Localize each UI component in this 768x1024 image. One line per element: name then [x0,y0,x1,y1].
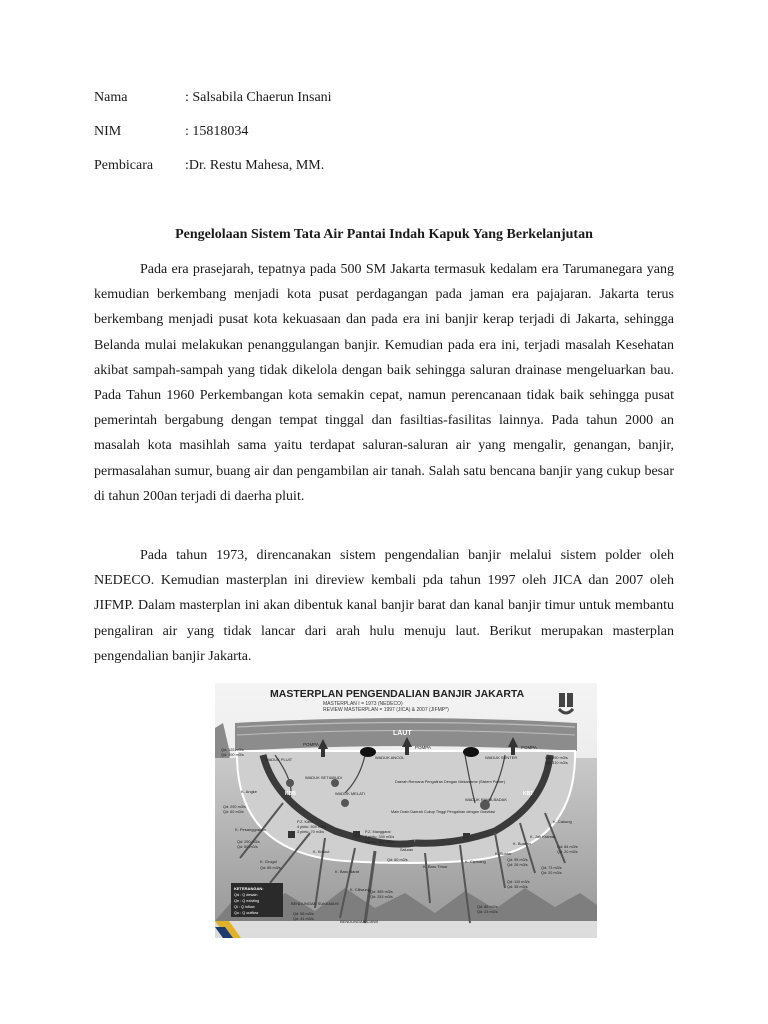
gravity-note: Main Drain Daerah Cukup Tinggi Pengaliran dengan Gravitasi [391,810,496,814]
figure-title: MASTERPLAN PENGENDALIAN BANJIR JAKARTA [270,688,525,700]
reservoir-label: WADUK SETIABUDI [305,775,342,780]
river-label: K. Pesanggrahan [235,827,266,832]
gate-label: P.Z. Manggarai [365,830,391,834]
reservoir-label: WADUK MELATI [335,791,366,796]
gate-label: P.Z. Karet [297,820,314,824]
discharge-label: Qd: 365 m3/s [370,890,393,894]
masterplan-figure [215,683,597,938]
reservoir-label: WADUK RAWA BADAK [465,797,508,802]
discharge-label: Qd: 290 m3/s [223,805,246,809]
kbb-label: KBB [285,791,296,797]
discharge-label: Qd: 290 m3/s [237,840,260,844]
discharge-label: Qd: 85 m3/s [477,905,498,909]
discharge-label: Qd: 84 m3/s [557,845,578,849]
discharge-label: Qd: 310 m3/s [545,761,568,765]
river-label: K. Grogol [260,859,277,864]
discharge-label: Qd: 60 m3/s [237,845,258,849]
river-label: K. Jati Kramat [530,834,556,839]
discharge-label: Qd: 60 m3/s [223,810,244,814]
discharge-label: Qd: 73 m3/s [541,866,562,870]
gate-icon [463,833,470,840]
gate-icon [288,831,295,838]
gate-label: Saluran [400,848,414,852]
legend-item: Qo : Q outflow [234,911,259,915]
kbt-label: KBT [523,791,534,797]
speaker-value: :Dr. Restu Mahesa, MM. [185,158,325,173]
discharge-label: Qd: 390 m3/s [545,756,568,760]
legend-item: Qd : Q desain [234,893,258,897]
pump-label: POMPA [521,745,537,750]
gate-label: 3 pintu: 70 m3/s [297,830,325,834]
dam-label: BENDUNGAN SUKAMAHI [291,901,339,906]
reservoir-label: WADUK SUNTER [485,755,518,760]
discharge-label: Qd: 41 m3/s [293,917,314,921]
legend-title: KETERANGAN: [234,886,264,891]
nim-value: : 15818034 [185,124,249,139]
river-label: K. Cipinang [465,859,486,864]
river-label: K. Krukut [313,849,330,854]
river-label: K. Angke [241,789,258,794]
discharge-label: Qd: 253 m3/s [370,895,393,899]
river-label: K. Buaran [513,841,531,846]
name-label: Nama [94,90,128,105]
river-label: K. Cakung [553,819,572,824]
discharge-label: Qd: 60 m3/s [387,858,408,862]
river-label: K. Ciliwung [350,887,371,892]
river-label: K. Sunter [495,851,512,856]
polder-note: Daerah Rencana Pengaliran Dengan Mekanisme (Sistem Polder) [395,780,505,784]
pump-label: POMPA [303,742,319,747]
discharge-label: Qd: 20 m3/s [541,871,562,875]
sea-label: LAUT [393,730,412,737]
discharge-label: Qd: 56 m3/s [293,912,314,916]
discharge-label: Qd: 20 m3/s [557,850,578,854]
discharge-label: Qd: 23 m3/s [477,910,498,914]
document-title: Pengelolaan Sistem Tata Air Pantai Indah Kapuk Yang Berkelanjutan [175,227,593,242]
discharge-label: Qd: 95 m3/s [507,858,528,862]
discharge-label: Qd: 100 m3/s [221,753,244,757]
discharge-label: Qd: 26 m3/s [507,863,528,867]
paragraph-1: Pada era prasejarah, tepatnya pada 500 SM Jakarta termasuk kedalam era Tarumanegara yang kemudian berkembang menjadi kota pusat perdagangan pada jaman era pajajaran. Jakarta terus berkembang menjadi pusat kota kekuasaan dan pada era ini banjir kerap terjadi di Jakarta, sehingga Belanda mulai melakukan penanggulangan banjir. Kemudian pada era ini, terjadi masalah Kesehatan akibat sampah-sampah yang tidak dikelola dengan baik sehingga saluran drainase mengeluarkan bau. Pada Tahun 1960 Perkembangan kota semakin cepat, namun perencanaan tidak baik sehingga pusat pemerintah bergabung dengan tempat tinggal dan fasiltias-fasilitas lainnya. Pada tahun 2000 an masalah kota masihlah sama yaitu terdapat saluran-saluran air yang mengalir, genangan, banjir, permasalahan sumur, buang air dan pengambilan air tanah. Salah satu bencana banjir yang cukup besar di tahun 200an terjadi di daerha pluit. [94,262,674,504]
discharge-label: Qd: 35 m3/s [507,885,528,889]
reservoir-label: WADUK PLUIT [265,757,293,762]
gate-icon [353,831,360,838]
legend-item: Qi : Q inflow [234,905,255,909]
river-label: K. Baru Barat [335,869,360,874]
river-label: K. Baru Timur [423,864,448,869]
reservoir-dot [286,779,294,787]
dam-label: BENDUNGAN CIAWI [340,919,379,924]
legend-item: Qe : Q existing [234,899,260,903]
discharge-label: Qd: 110 m3/s [507,880,530,884]
nim-label: NIM [94,124,122,139]
reservoir-dot [331,779,339,787]
figure-subtitle-2: REVIEW MASTERPLAN = 1997 (JICA) & 2007 (JIFMP*) [323,707,449,713]
discharge-label: Qd: 85 m3/s [260,866,281,870]
reservoir-label: WADUK ANCOL [375,755,405,760]
gate-label: 4 pintu: 500 m3/s [297,825,327,829]
gate-label: 3 pintu: 502 m3/s [365,840,395,844]
reservoir-icon [463,747,479,757]
name-value: : Salsabila Chaerun Insani [185,90,332,105]
figure-subtitle-1: MASTERPLAN I = 1973 (NEDECO) [323,701,403,707]
pump-label: POMPA [415,745,431,750]
speaker-label: Pembicara [94,158,154,173]
reservoir-dot [341,799,349,807]
gate-label: 2 pintu: 330 m3/s [365,835,395,839]
masterplan-diagram [215,683,597,938]
discharge-label: Qd: 125 m3/s [221,748,244,752]
paragraph-2: Pada tahun 1973, direncanakan sistem pengendalian banjir melalui sistem polder oleh NEDECO. Kemudian masterplan ini direview kembali pda tahun 1997 oleh JICA dan 2007 oleh JIFMP. Dalam masterplan ini akan dibentuk kanal banjir barat dan kanal banjir timur untuk membantu pengaliran air yang tidak lancar dari arah hulu menuju laut. Berikut merupakan masterplan pengendalian banjir Jakarta. [94,548,674,664]
reservoir-icon [360,747,376,757]
